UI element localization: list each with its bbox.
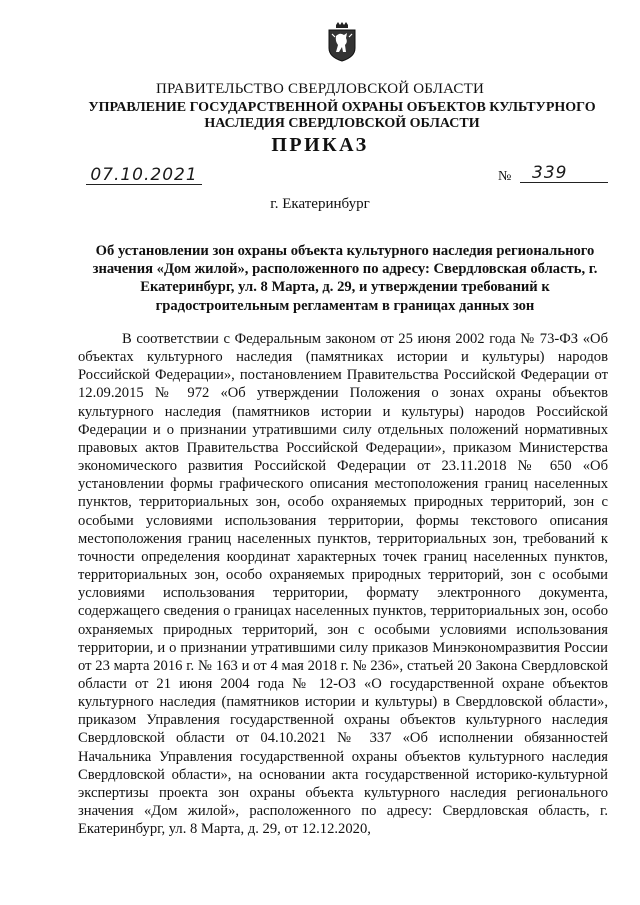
order-subject: Об установлении зон охраны объекта культурного наследия регионального значения «Дом жилой», расположенного по адресу: Свердловская область, г. Екатеринбург, ул. 8 Марта, д. 29, и утверждении требований к градостроительным регламентам в границах данных зон — [92, 243, 598, 314]
order-date: 07.10.2021 — [86, 166, 202, 185]
order-body — [78, 330, 608, 838]
body-paragraph: В соответствии с Федеральным законом от 25 июня 2002 года № 73-ФЗ «Об объектах культурного наследия (памятниках истории и культуры) народов Российской Федерации», постановлением Правительства Российской Федерации от 12.09.2015 № 972 «Об утверждении Положения о зонах охраны объектов культурного наследия (памятников истории и культуры) народов Российской Федерации и о признании утратившими силу отдельных положений нормативных правовых актов Правительства Российской Федерации», приказом Министерства экономического развития Российской Федерации от 23.11.2018 № 650 «Об установлении формы графического описания местоположения границ населенных пунктов, территориальных зон, особо охраняемых природных территорий, зон с особыми условиями использования территории, формы текстового описания местоположения границ населенных пунктов, территориальных зон, требований к точности определения координат характерных точек границ населенных пунктов, территориальных зон, особо охраняемых природных территорий, зон с особыми условиями использования территории, формату электронного документа, содержащего сведения о границах населенных пунктов, территориальных зон, особо охраняемых природных территорий, зон с особыми условиями использования территории, и о признании утратившими силу приказов Минэкономразвития России от 23 марта 2016 г. № 163 и от 4 мая 2018 г. № 236», статьей 20 Закона Свердловской области от 21 июня 2004 года № 12-ОЗ «О государственной охране объектов культурного наследия (памятников истории и культуры) в Свердловской области», приказом Управления государственной охраны объектов культурного наследия Свердловской области от 04.10.2021 № 337 «Об исполнении обязанностей Начальника Управления государственной охраны объектов культурного наследия Свердловской области», на основании акта государственной историко-культурной экспертизы проекта зон охраны объекта культурного наследия регионального значения «Дом жилой», расположенного по адресу: Свердловская область, г. Екатеринбург, ул. 8 Марта, д. 29, от 12.12.2020, — [78, 331, 608, 838]
coat-of-arms-icon — [326, 22, 358, 62]
department-name: УПРАВЛЕНИЕ ГОСУДАРСТВЕННОЙ ОХРАНЫ ОБЪЕКТОВ КУЛЬТУРНОГО НАСЛЕДИЯ СВЕРДЛОВСКОЙ ОБЛАСТИ — [88, 100, 596, 131]
order-number: 339 — [520, 164, 608, 183]
government-name: ПРАВИТЕЛЬСТВО СВЕРДЛОВСКОЙ ОБЛАСТИ — [155, 81, 485, 97]
document-type-title: ПРИКАЗ — [271, 134, 369, 156]
number-label: № — [498, 169, 512, 184]
city-name: г. Екатеринбург — [270, 196, 370, 212]
